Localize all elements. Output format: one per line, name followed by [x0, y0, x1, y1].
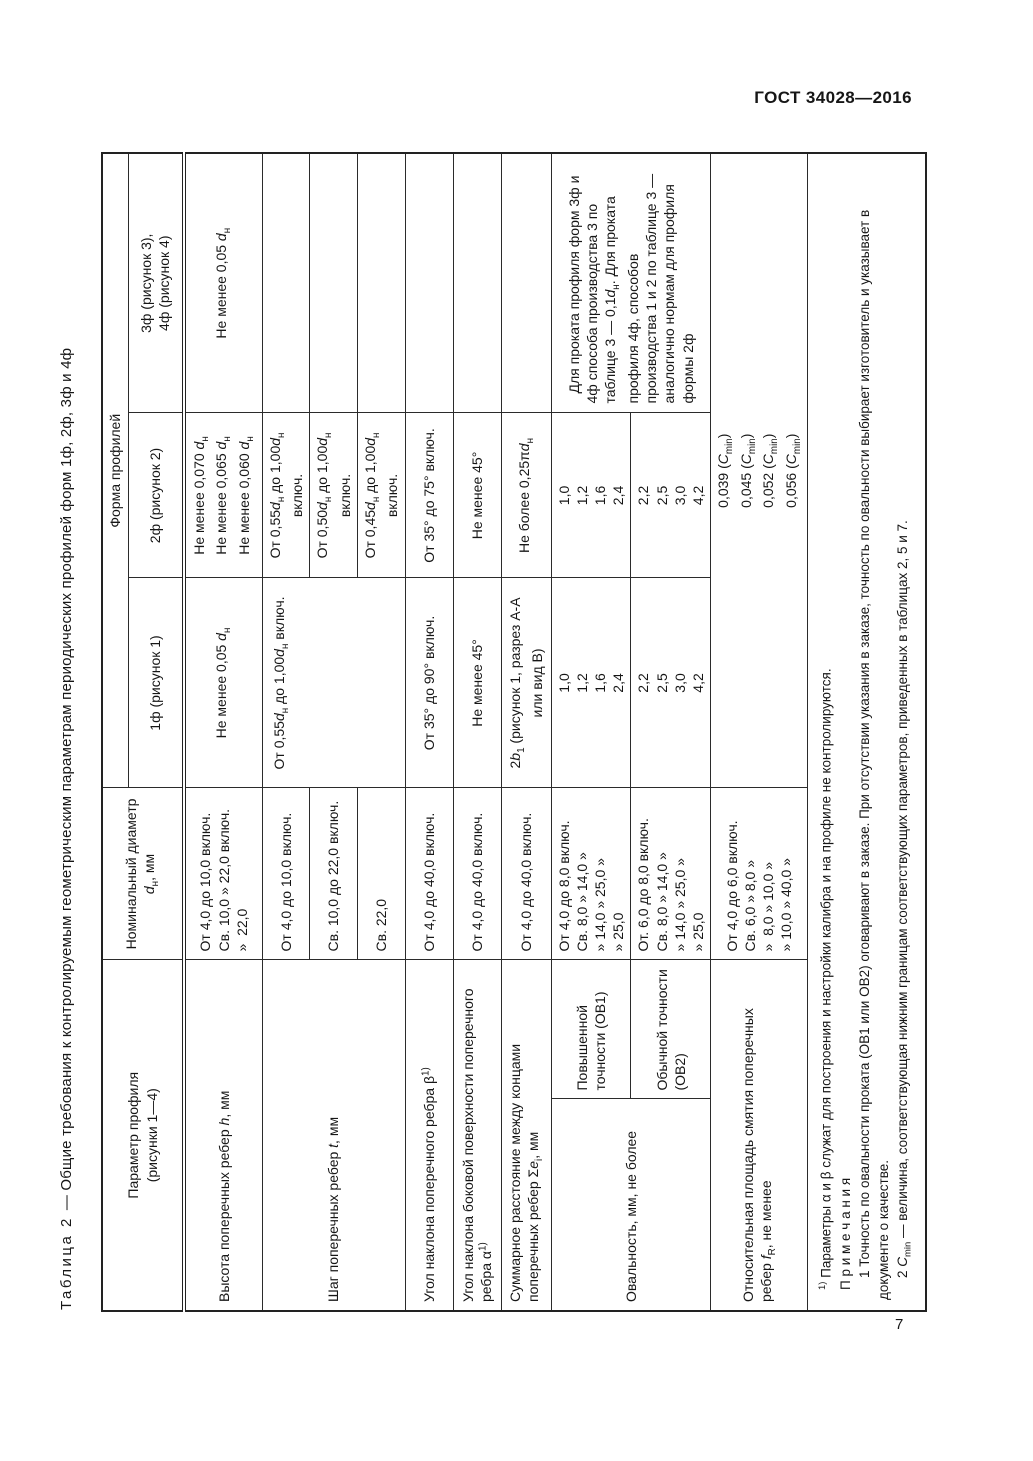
- cell-ovality-ob2-label: Обычной точности (ОВ2): [631, 960, 711, 1099]
- cell-pitch-f2-1: От $0,55d_н$ до $1,00d_н$ включ.: [262, 413, 310, 578]
- cell-ovality-ob1-label: Повышенной точности (ОВ1): [551, 960, 631, 1099]
- cell-ovality-ob1-diameters: От 4,0 до 8,0 включ. Св. 8,0 » 14,0 » » 14,0 » 25,0 » » 25,0: [551, 788, 631, 960]
- cell-alpha-f34: [453, 153, 501, 413]
- document-header: ГОСТ 34028—2016: [754, 88, 912, 107]
- header-form-3f4f: 3ф (рисунок 3), 4ф (рисунок 4): [128, 153, 184, 413]
- cell-ovality-ob2-diameters: От. 6,0 до 8,0 включ. Св. 8,0 » 14,0 » » 14,0 » 25,0 » » 25,0: [631, 788, 711, 960]
- cell-height-f34: Не менее 0,05 $d_н$: [184, 153, 262, 413]
- cell-pitch-d2: Св. 10,0 до 22,0 включ.: [310, 788, 358, 960]
- cell-alpha-f2: Не менее 45°: [453, 413, 501, 578]
- cell-beta-diameters: От 4,0 до 40,0 включ.: [405, 788, 453, 960]
- notes-cell: [808, 153, 926, 1311]
- cell-beta-f34: [405, 153, 453, 413]
- cell-ovality-name: Овальность, мм, не более: [551, 1099, 711, 1311]
- cell-pitch-d3: Св. 22,0: [357, 788, 405, 960]
- notes-title: П р и м е ч а н и я: [837, 1177, 853, 1290]
- table-label: Таблица 2: [58, 1216, 75, 1310]
- cell-height-diameters: От 4,0 до 10,0 включ. Св. 10,0 » 22,0 включ. » 22,0: [184, 788, 262, 960]
- cell-pitch-f1: От $0,55d_н$ до $1,00d_н$ включ.: [262, 578, 405, 788]
- table-title-text: — Общие требования к контролируемым геометрическим параметрам периодических профилей форм 1ф, 2ф, 3ф и 4ф: [58, 347, 75, 1211]
- header-forms-group: Форма профилей: [102, 153, 128, 788]
- cell-alpha-f1: Не менее 45°: [453, 578, 501, 788]
- cell-pitch-name: Шаг поперечных ребер t, мм: [262, 960, 405, 1311]
- cell-ovality-f34: [551, 153, 711, 413]
- cell-sume-f2: Не более $0,25\pi d_н$: [501, 413, 551, 578]
- table-title: [58, 152, 75, 1310]
- cell-ovality-ob2-f2: 2,2 2,5 3,0 4,2: [631, 413, 711, 578]
- cell-sume-f34: [501, 153, 551, 413]
- header-parameter: Параметр профиля (рисунки 1—4): [102, 960, 184, 1311]
- cell-height-f2: Не менее 0,070 $d_н$ Не менее 0,065 $d_н$ Не менее 0,060 $d_н$: [184, 413, 262, 578]
- rotated-table-block: [58, 150, 927, 1312]
- cell-pitch-f34-2: [310, 153, 358, 413]
- note-1: 1 Точность по овальности проката (ОВ1 или ОВ2) оговаривают в заказе. При отсутствии указания в заказе, точность по овальности выбирает изготовитель и указывает в документе о качестве.: [857, 209, 892, 1300]
- cell-pitch-f34-1: [262, 153, 310, 413]
- cell-ovality-ob2-f1: 2,2 2,5 3,0 4,2: [631, 578, 711, 788]
- header-diameter: Номинальный диаметр $d_н$, мм: [102, 788, 184, 960]
- cell-alpha-name: Угол наклона боковой поверхности поперечного ребра $\alpha^{1)}$: [453, 960, 501, 1311]
- header-form-2f: 2ф (рисунок 2): [128, 413, 184, 578]
- cell-sume-f1: $2b_1$ (рисунок 1, разрез А-А или вид В): [501, 578, 551, 788]
- page-number: 7: [895, 1316, 904, 1333]
- cell-pitch-f34-3: [357, 153, 405, 413]
- cell-height-f1: Не менее 0,05 $d_н$: [184, 578, 262, 788]
- footnote-1: $^{1)}$ Параметры α и β служат для построения и настройки калибра и на профиле не контролируются.: [817, 668, 834, 1290]
- cell-pitch-f2-2: От $0,50d_н$ до $1,00d_н$ включ.: [310, 413, 358, 578]
- cell-pitch-d1: От 4,0 до 10,0 включ.: [262, 788, 310, 960]
- cell-crush-name: Относительная площадь смятия поперечных ребер $f_R$, не менее: [711, 960, 808, 1311]
- table-2: [101, 152, 927, 1312]
- cell-sume-name: Суммарное расстояние между концами поперечных ребер $\Sigma e_i$, мм: [501, 960, 551, 1311]
- cell-alpha-diameters: От 4,0 до 40,0 включ.: [453, 788, 501, 960]
- note-2: 2 $C_{min}$ — величина, соответствующая нижним границам соответствующих параметров, приведенных в таблицах 2, 5 и 7.: [895, 520, 915, 1278]
- cell-beta-f1: От 35° до 90° включ.: [405, 578, 453, 788]
- cell-ovality-ob1-f1: 1,0 1,2 1,6 2,4: [551, 578, 631, 788]
- ovality-f34-text: Для проката профиля форм 3ф и 4ф способа производства 3 по таблице 3 — $0,1d_н$. Для проката профиля 4ф, способов производства 1 и 2 по таблице 3 — аналогично нормам для профиля формы 2ф: [566, 173, 696, 404]
- cell-sume-diameters: От 4,0 до 40,0 включ.: [501, 788, 551, 960]
- header-form-1f: 1ф (рисунок 1): [128, 578, 184, 788]
- cell-crush-diameters: От 4,0 до 6,0 включ. Св. 6,0 » 8,0 » » 8,0 » 10,0 » » 10,0 » 40,0 »: [711, 788, 808, 960]
- cell-ovality-ob1-f2: 1,0 1,2 1,6 2,4: [551, 413, 631, 578]
- cell-crush-values: 0,039 $(C_{min})$ 0,045 $(C_{min})$ 0,052 $(C_{min})$ 0,056 $(C_{min})$: [711, 153, 808, 788]
- cell-pitch-f2-3: От $0,45d_н$ до $1,00d_н$ включ.: [357, 413, 405, 578]
- cell-beta-name: Угол наклона поперечного ребра $\beta^{1)}$: [405, 960, 453, 1311]
- cell-height-name: Высота поперечных ребер h, мм: [184, 960, 262, 1311]
- cell-beta-f2: От 35° до 75° включ.: [405, 413, 453, 578]
